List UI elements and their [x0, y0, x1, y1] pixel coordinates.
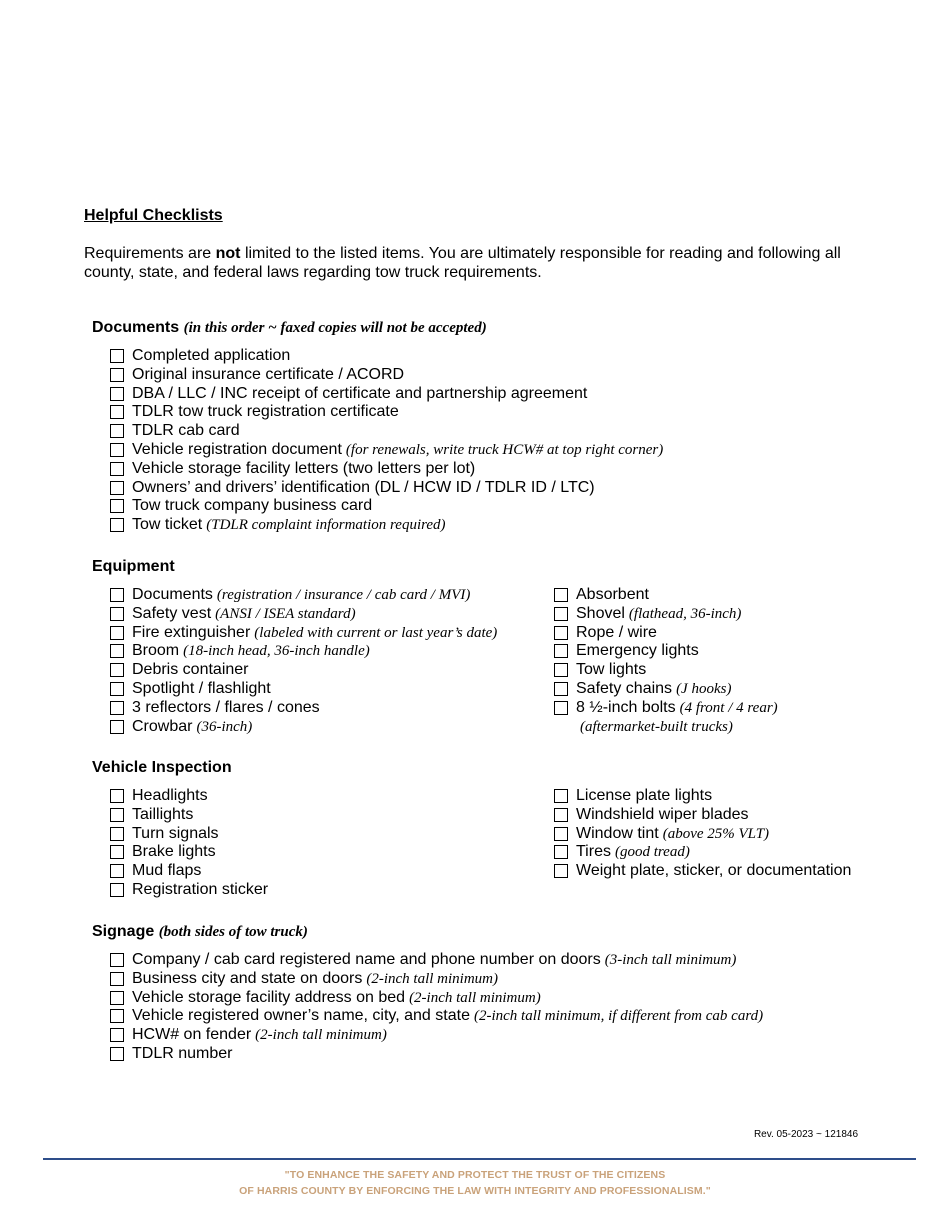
checkbox[interactable]: [110, 387, 124, 401]
checklist-item: [110, 385, 663, 404]
checkbox[interactable]: [110, 682, 124, 696]
checkbox[interactable]: [110, 481, 124, 495]
checkbox[interactable]: [110, 808, 124, 822]
checkbox[interactable]: [110, 626, 124, 640]
checklist-item-note: (TDLR complaint information required): [206, 517, 446, 534]
checklist-item-note: (ANSI / ISEA standard): [215, 605, 356, 622]
checklist-item: [110, 605, 536, 624]
checklist-item-label: Vehicle registration document: [132, 440, 342, 458]
page-title: Helpful Checklists: [84, 207, 223, 224]
checkbox[interactable]: [554, 827, 568, 841]
checklist-item: [110, 403, 663, 422]
checklist-item-label: Company / cab card registered name and phone number on doors: [132, 951, 601, 968]
checkbox[interactable]: [110, 518, 124, 532]
signage-note: (both sides of tow truck): [158, 924, 308, 940]
checklist-item-note: (3-inch tall minimum): [604, 952, 737, 968]
checkbox[interactable]: [110, 644, 124, 658]
checklist-item: [554, 624, 778, 643]
checklist-item: [110, 862, 536, 881]
checkbox[interactable]: [110, 424, 124, 438]
checklist-item: [110, 806, 536, 825]
checklist-item: [554, 586, 778, 605]
checklist-item: [554, 862, 851, 881]
checklist-item-note: (2-inch tall minimum): [409, 989, 541, 1006]
checklist-item-label: TDLR number: [132, 1044, 233, 1062]
documents-section: [92, 319, 663, 535]
checkbox[interactable]: [554, 682, 568, 696]
inspection-checklist-right: [536, 787, 851, 900]
checklist-item-label: DBA / LLC / INC receipt of certificate and partnership agreement: [132, 384, 588, 402]
checklist-item-note-continuation: (aftermarket-built trucks): [580, 718, 733, 735]
checklist-item: [554, 699, 778, 718]
signage-title: Signage: [92, 923, 155, 940]
checklist-item-note: (36-inch): [196, 718, 253, 735]
checklist-item-label: Business city and state on doors: [132, 969, 363, 987]
checklist-item-label: Vehicle storage facility letters (two letters per lot): [132, 459, 476, 477]
checklist-item-label: Absorbent: [576, 586, 649, 603]
checklist-item: [554, 605, 778, 624]
checklist-item-label: Fire extinguisher: [132, 623, 251, 641]
inspection-section: [92, 759, 851, 900]
checklist-item-label: HCW# on fender: [132, 1026, 252, 1044]
checklist-item-label: Tow ticket: [132, 516, 203, 534]
checkbox[interactable]: [110, 349, 124, 363]
checkbox[interactable]: [554, 626, 568, 640]
checklist-item-label: Window tint: [576, 824, 659, 842]
signage-checklist: [92, 951, 763, 1064]
checkbox[interactable]: [110, 1028, 124, 1042]
checkbox[interactable]: [110, 972, 124, 986]
checklist-item: [554, 680, 778, 699]
footer-motto-line-2: OF HARRIS COUNTY BY ENFORCING THE LAW WITH INTEGRITY AND PROFESSIONALISM.": [239, 1185, 711, 1197]
checklist-item-note: (18-inch head, 36-inch handle): [183, 643, 370, 660]
checklist-item: [110, 843, 536, 862]
checklist-item-note: (4 front / 4 rear): [679, 699, 778, 716]
intro-paragraph: [84, 244, 884, 282]
checkbox[interactable]: [110, 663, 124, 677]
checklist-item-label: Tires: [576, 843, 611, 861]
documents-checklist: [92, 347, 663, 535]
checklist-item: [110, 881, 536, 900]
checklist-item-note: (flathead, 36-inch): [628, 605, 742, 622]
checklist-item: [554, 825, 851, 844]
checklist-item-label: Headlights: [132, 787, 208, 804]
checklist-item-label: Documents: [132, 586, 213, 603]
inspection-heading: Vehicle Inspection: [92, 759, 232, 776]
checklist-item-note: (for renewals, write truck HCW# at top right corner): [345, 441, 664, 458]
checkbox[interactable]: [554, 588, 568, 602]
checklist-item-label: Safety chains: [576, 679, 673, 697]
checkbox[interactable]: [554, 701, 568, 715]
checklist-item: [110, 989, 763, 1008]
documents-note: (in this order ~ faxed copies will not be accepted): [183, 320, 487, 336]
checklist-item: [110, 825, 536, 844]
checkbox[interactable]: [110, 827, 124, 841]
signage-section: [92, 923, 763, 1064]
checkbox[interactable]: [110, 405, 124, 419]
checklist-item: [110, 479, 663, 498]
inspection-checklist-left: [92, 787, 536, 900]
checklist-item-label: Weight plate, sticker, or documentation: [576, 862, 852, 880]
checklist-item-note: (2-inch tall minimum): [366, 970, 499, 987]
checkbox[interactable]: [110, 701, 124, 715]
checklist-item-label: Shovel: [576, 604, 625, 622]
checkbox[interactable]: [554, 644, 568, 658]
checklist-item: [110, 624, 536, 643]
checkbox[interactable]: [110, 789, 124, 803]
checkbox[interactable]: [110, 368, 124, 382]
checklist-item-label: Broom: [132, 642, 180, 660]
checklist-item: [554, 661, 778, 680]
checklist-item-label: Brake lights: [132, 843, 216, 861]
checklist-item-label: Owners’ and drivers’ identification (DL / HCW ID / TDLR ID / LTC): [132, 478, 595, 496]
checklist-item: [110, 970, 763, 989]
checklist-item-label: Registration sticker: [132, 880, 269, 898]
checklist-item: [110, 951, 763, 970]
checklist-item-label: Mud flaps: [132, 862, 202, 880]
checkbox[interactable]: [110, 1009, 124, 1023]
checkbox[interactable]: [110, 1047, 124, 1061]
footer-motto-line-1: "TO ENHANCE THE SAFETY AND PROTECT THE TRUST OF THE CITIZENS: [284, 1169, 666, 1181]
checkbox[interactable]: [554, 845, 568, 859]
checklist-item: [110, 1045, 763, 1064]
intro-text-bold: not: [215, 245, 241, 262]
checklist-item-label: 8 ½-inch bolts: [576, 698, 676, 716]
checklist-item-note: (labeled with current or last year’s date): [254, 624, 498, 641]
checklist-item-note: (2-inch tall minimum, if different from cab card): [473, 1008, 764, 1025]
checklist-item: [110, 586, 536, 605]
checklist-item: [110, 661, 536, 680]
checkbox[interactable]: [110, 991, 124, 1005]
checklist-item: [110, 422, 663, 441]
checklist-item: [554, 843, 851, 862]
checklist-item: [110, 1007, 763, 1026]
checklist-item-label: Emergency lights: [576, 642, 699, 660]
checklist-item: [110, 460, 663, 479]
checklist-item: [554, 642, 778, 661]
equipment-section: [92, 558, 778, 736]
checklist-item-label: Original insurance certificate / ACORD: [132, 365, 405, 383]
checklist-item-label: Crowbar: [132, 717, 193, 735]
checkbox[interactable]: [554, 607, 568, 621]
documents-heading: [92, 319, 663, 339]
checklist-item: [110, 347, 663, 366]
checkbox[interactable]: [110, 588, 124, 602]
checklist-item-label: License plate lights: [576, 787, 713, 804]
checklist-item-note: (above 25% VLT): [662, 825, 770, 842]
equipment-checklist-right: [536, 586, 778, 736]
checkbox[interactable]: [554, 864, 568, 878]
checkbox[interactable]: [110, 864, 124, 878]
checklist-item-label: Tow truck company business card: [132, 497, 373, 515]
documents-title: Documents: [92, 319, 180, 336]
checklist-item-label: Completed application: [132, 347, 291, 364]
checklist-item-label: Vehicle storage facility address on bed: [132, 988, 406, 1006]
checklist-item-label: Turn signals: [132, 824, 219, 842]
checklist-item-note: (J hooks): [676, 680, 732, 697]
checklist-item-note: (2-inch tall minimum): [255, 1027, 387, 1044]
checklist-item: [110, 680, 536, 699]
checkbox[interactable]: [110, 607, 124, 621]
checkbox[interactable]: [554, 663, 568, 677]
checklist-item-label: TDLR tow truck registration certificate: [132, 403, 399, 421]
checkbox[interactable]: [110, 883, 124, 897]
checklist-item-label: 3 reflectors / flares / cones: [132, 698, 320, 716]
checkbox[interactable]: [554, 808, 568, 822]
checklist-item: [110, 718, 536, 737]
checklist-item: [110, 1026, 763, 1045]
checklist-item: [554, 806, 851, 825]
intro-text-before: Requirements are: [84, 245, 216, 262]
revision-label: Rev. 05-2023 ~ 121846: [753, 1129, 858, 1140]
checkbox[interactable]: [554, 789, 568, 803]
checklist-item-label: Safety vest: [132, 604, 212, 622]
checkbox[interactable]: [110, 443, 124, 457]
checklist-item-label: Vehicle registered owner’s name, city, and state: [132, 1007, 470, 1025]
checklist-item-label: Debris container: [132, 661, 249, 679]
checklist-item: [110, 787, 536, 806]
equipment-checklist-left: [92, 586, 536, 736]
footer-divider: [43, 1158, 916, 1160]
checklist-item-label: TDLR cab card: [132, 422, 240, 440]
checklist-item: [110, 497, 663, 516]
checklist-item-note: (good tread): [614, 844, 690, 861]
checklist-item: [554, 787, 851, 806]
checklist-item-label: Tow lights: [576, 661, 647, 679]
equipment-heading: Equipment: [92, 558, 175, 575]
checklist-item-label: Spotlight / flashlight: [132, 679, 271, 697]
checklist-item: [110, 366, 663, 385]
checklist-item: [110, 642, 536, 661]
checkbox[interactable]: [110, 499, 124, 513]
checklist-item-label: Rope / wire: [576, 623, 657, 641]
checkbox[interactable]: [110, 953, 124, 967]
checkbox[interactable]: [110, 720, 124, 734]
checklist-item-label: Taillights: [132, 805, 194, 823]
checklist-item: [110, 441, 663, 460]
intro-text-after: limited to the listed items. You are ultimately responsible for reading and following all county, state, and federal laws regarding tow truck requirements.: [84, 245, 841, 281]
signage-heading: [92, 923, 763, 943]
checklist-item: [110, 516, 663, 535]
checkbox[interactable]: [110, 845, 124, 859]
checklist-item-label: Windshield wiper blades: [576, 805, 749, 823]
checklist-item: [110, 699, 536, 718]
checkbox[interactable]: [110, 462, 124, 476]
checklist-item-note: (registration / insurance / cab card / MVI): [216, 587, 471, 603]
